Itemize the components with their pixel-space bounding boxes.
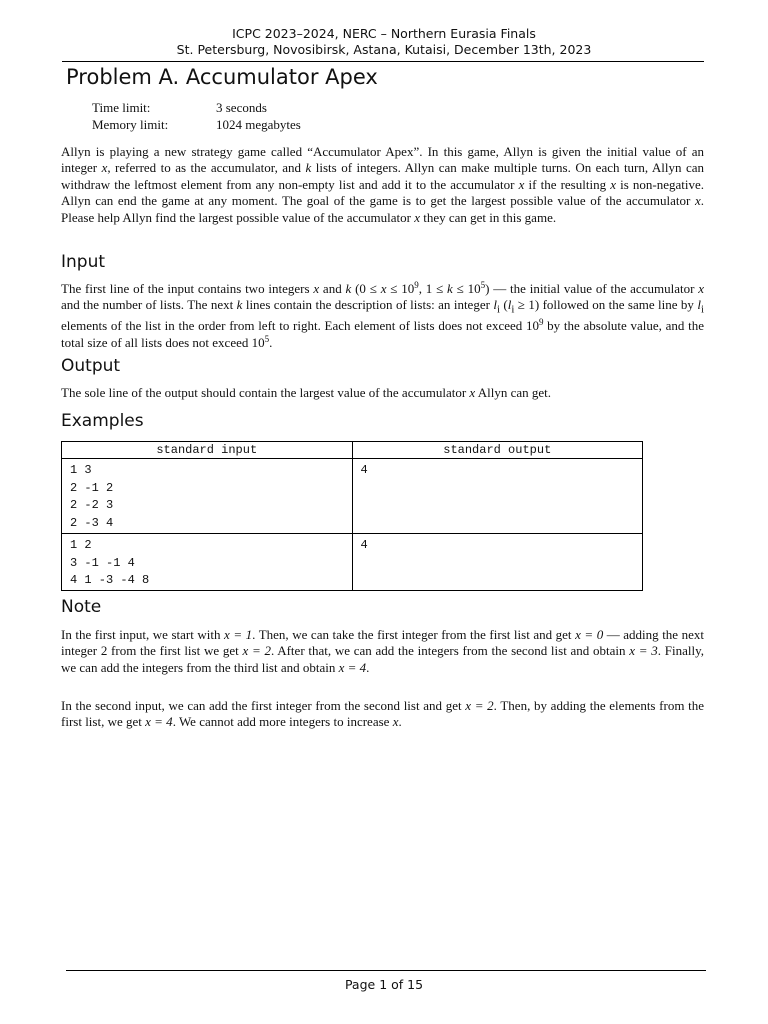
input-text: The first line of the input contains two integers [61,281,314,296]
example-row-1 [62,459,643,534]
statement-paragraph [61,144,704,226]
note-paragraph-1 [61,627,704,676]
math-var: l [697,297,701,313]
math-expr: x = 0 [575,627,604,642]
io-line: 1 2 [70,537,92,552]
examples-heading: Examples [61,411,144,431]
note-text: . Then, we can take the first integer from the first list and get [252,627,576,642]
statement-text: Allyn is playing a new strategy game called “Accumulator Apex”. In this game, Allyn is given the initial value of an integer [61,144,704,176]
statement-text: , referred to as the accumulator, and [107,160,306,176]
input-text: , 1 ≤ [418,281,448,296]
time-limit-label: Time limit: [92,100,151,115]
math-subscript: i [700,304,704,316]
math-var: x [414,209,420,225]
math-var: x [518,176,525,192]
note-text: In the first input, we start with [61,627,225,642]
math-var: x [380,281,387,296]
math-expr: x = 4 [145,714,173,730]
limits-block [92,99,301,133]
input-text: and the number of lists. The next [61,297,237,313]
example-row-2 [62,533,643,590]
memory-limit-label: Memory limit: [92,117,169,132]
example-2-input [62,533,353,590]
statement-text: if the resulting [524,176,611,192]
math-expr: x = 2 [465,698,494,713]
io-line: 4 1 -3 -4 8 [70,573,150,588]
note-text: . [366,659,370,675]
statement-text: lists of integers. Allyn can make multiple turns. On each turn, Allyn can withdraw the leftmost element from any non-empty list and add it to the accumulator [61,160,704,192]
io-line: 4 [360,537,368,552]
time-limit-row [92,99,301,116]
math-subscript: i [496,304,500,316]
col-standard-output: standard output [352,442,642,459]
io-line: 4 [360,463,368,477]
math-var: x [469,385,476,400]
input-text: . [269,334,273,350]
col-standard-input: standard input [62,442,353,459]
math-expr: x = 3 [629,643,658,659]
math-var: x [610,176,616,192]
statement-text: is non-negative. Allyn can end the game at any moment. The goal of the game is to get the largest possible value of the accumulator [61,176,704,209]
math-var: x [313,281,320,296]
math-expr: x = 1 [224,627,253,642]
problem-title: Problem A. Accumulator Apex [66,65,378,89]
contest-venues: St. Petersburg, Novosibirsk, Astana, Kutaisi, December 13th, 2023 [176,42,592,57]
io-line: 2 -2 3 [70,498,114,513]
output-text: Allyn can get. [475,385,552,400]
input-text: ≥ 1) followed on the same line by [514,297,698,313]
math-expr: x = 2 [242,643,271,659]
note-text: In the second input, we can add the first integer from the second list and get [61,698,466,713]
memory-limit-value: 1024 megabytes [216,117,301,132]
math-exponent: 9 [414,280,419,290]
math-exponent: 9 [538,317,544,328]
io-line: 1 3 [70,463,92,477]
note-text: . Finally, we can add the integers from the third list and obtain [61,643,704,675]
math-exponent: 5 [264,333,270,344]
math-var: x [392,714,399,730]
memory-limit-row [92,116,301,133]
input-text: and [319,281,346,296]
output-paragraph [61,385,704,401]
math-var: x [101,160,108,176]
input-text: (0 ≤ [351,281,381,296]
input-text: ≤ 10 [452,281,481,296]
note-paragraph-2 [61,698,704,731]
note-text: . After that, we can add the integers from the second list and obtain [270,643,630,659]
math-var: x [694,193,701,209]
statement-text: . Please help Allyn find the largest possible value of the accumulator [61,193,704,225]
input-text: ≤ 10 [386,281,415,296]
math-exponent: 5 [480,280,486,290]
time-limit-value: 3 seconds [216,100,267,115]
example-1-output [352,459,642,534]
math-var: l [507,297,512,313]
input-text: by the absolute value, and the total size of all lists does not exceed 10 [61,318,704,350]
examples-header-row [62,442,643,459]
note-text: — adding the next integer 2 from the first list we get [61,627,704,659]
example-2-output [352,533,642,590]
output-text: The sole line of the output should contain the largest value of the accumulator [61,385,470,400]
math-var: k [447,281,453,296]
note-text: . We cannot add more integers to increase [172,714,393,730]
math-var: x [698,281,704,296]
math-var: k [305,160,312,176]
input-text: ( [499,297,508,313]
io-line: 2 -1 2 [70,480,114,495]
contest-header [0,26,768,58]
io-line: 3 -1 -1 4 [70,555,135,570]
math-var: k [236,297,243,313]
input-text: ) — the initial value of the accumulator [485,281,699,296]
note-heading: Note [61,597,102,617]
math-var: k [345,281,352,296]
note-text: . [398,714,402,730]
input-text: elements of the list in the order from left to right. Each element of lists does not exceed 10 [61,318,539,334]
output-heading: Output [61,356,121,376]
page-number: Page 1 of 15 [344,977,424,992]
header-divider [62,61,704,62]
example-1-input [62,459,353,534]
contest-title: ICPC 2023–2024, NERC – Northern Eurasia Finals [232,26,536,41]
input-paragraph [61,281,704,351]
input-heading: Input [61,252,106,272]
math-subscript: i [511,304,515,316]
note-text: . Then, by adding the elements from the first list, we get [61,698,704,730]
footer-divider [66,970,706,971]
math-var: l [493,297,497,313]
input-text: lines contain the description of lists: an integer [242,297,494,313]
examples-table [61,441,643,591]
statement-text: they can get in this game. [419,209,557,225]
math-expr: x = 4 [338,659,367,675]
io-line: 2 -3 4 [70,516,114,531]
